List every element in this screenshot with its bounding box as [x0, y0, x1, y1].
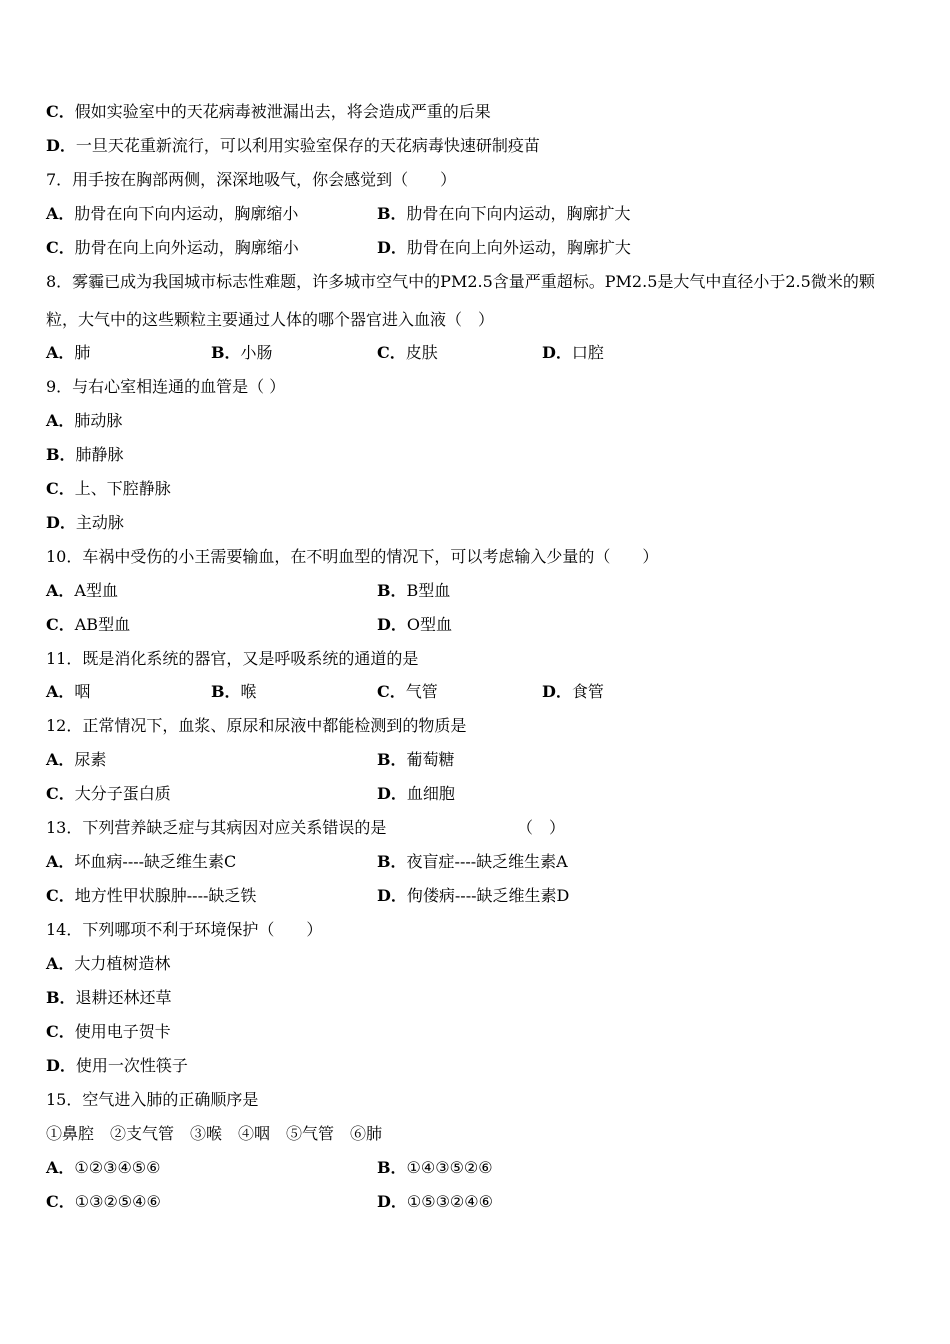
- q15-items: ①鼻腔 ②支气管 ③喉 ④咽 ⑤气管 ⑥肺: [46, 1124, 383, 1143]
- q13-option-c: C．地方性甲状腺肿----缺乏铁: [46, 886, 257, 905]
- q8-stem: 8．雾霾已成为我国城市标志性难题，许多城市空气中的PM2.5含量严重超标。PM2.5是大气中直径小于2.5微米的颗粒，大气中的这些颗粒主要通过人体的哪个器官进入血液（ ）: [46, 272, 875, 329]
- q15-option-c: C．①③②⑤④⑥: [46, 1192, 161, 1211]
- q6-option-c: C．假如实验室中的天花病毒被泄漏出去，将会造成严重的后果: [46, 102, 491, 121]
- q15-option-b: B．①④③⑤②⑥: [377, 1158, 493, 1177]
- q15-option-a: A．①②③④⑤⑥: [46, 1158, 161, 1177]
- q10-stem: 10．车祸中受伤的小王需要输血，在不明血型的情况下，可以考虑输入少量的（ ）: [46, 547, 659, 566]
- q9-option-c: C．上、下腔静脉: [46, 479, 171, 498]
- q10-option-c: C．AB型血: [46, 615, 131, 634]
- q9-option-b: B．肺静脉: [46, 445, 124, 464]
- q12-option-a: A．尿素: [46, 750, 107, 769]
- q9-stem: 9．与右心室相连通的血管是（ ）: [46, 377, 286, 396]
- q15-option-d: D．①⑤③②④⑥: [377, 1192, 493, 1211]
- q10-option-a: A．A型血: [46, 581, 118, 600]
- q12-option-d: D．血细胞: [377, 784, 455, 803]
- q14-option-c: C．使用电子贺卡: [46, 1022, 171, 1041]
- q12-stem: 12．正常情况下，血浆、原尿和尿液中都能检测到的物质是: [46, 716, 467, 735]
- q7-option-c: C．肋骨在向上向外运动，胸廓缩小: [46, 238, 299, 257]
- q9-option-d: D．主动脉: [46, 513, 124, 532]
- q13-stem: 13．下列营养缺乏症与其病因对应关系错误的是: [46, 818, 387, 837]
- q10-option-b: B．B型血: [377, 581, 451, 600]
- q7-stem: 7．用手按在胸部两侧，深深地吸气，你会感觉到（ ）: [46, 170, 457, 189]
- q6-option-d: D．一旦天花重新流行，可以利用实验室保存的天花病毒快速研制疫苗: [46, 136, 540, 155]
- q15-stem: 15．空气进入肺的正确顺序是: [46, 1090, 259, 1109]
- q8-option-c: C．皮肤: [377, 343, 438, 362]
- q13-answer-blank: （ ）: [517, 818, 566, 837]
- q7-option-a: A．肋骨在向下向内运动，胸廓缩小: [46, 204, 299, 223]
- q7-option-b: B．肋骨在向下向内运动，胸廓扩大: [377, 204, 631, 223]
- q11-stem: 11．既是消化系统的器官，又是呼吸系统的通道的是: [46, 649, 419, 668]
- q12-option-c: C．大分子蛋白质: [46, 784, 171, 803]
- q9-option-a: A．肺动脉: [46, 411, 123, 430]
- q14-option-a: A．大力植树造林: [46, 954, 171, 973]
- q8-option-b: B．小肠: [211, 343, 273, 362]
- q14-option-b: B．退耕还林还草: [46, 988, 172, 1007]
- q11-option-c: C．气管: [377, 682, 438, 701]
- q13-option-a: A．坏血病----缺乏维生素C: [46, 852, 237, 871]
- q13-option-b: B．夜盲症----缺乏维生素A: [377, 852, 568, 871]
- q8-option-a: A．肺: [46, 343, 91, 362]
- q11-option-b: B．喉: [211, 682, 257, 701]
- q11-option-d: D．食管: [542, 682, 604, 701]
- q14-option-d: D．使用一次性筷子: [46, 1056, 188, 1075]
- q14-stem: 14．下列哪项不利于环境保护（ ）: [46, 920, 323, 939]
- q12-option-b: B．葡萄糖: [377, 750, 455, 769]
- q11-option-a: A．咽: [46, 682, 91, 701]
- q10-option-d: D．O型血: [377, 615, 453, 634]
- q13-option-d: D．佝偻病----缺乏维生素D: [377, 886, 570, 905]
- q7-option-d: D．肋骨在向上向外运动，胸廓扩大: [377, 238, 631, 257]
- q8-option-d: D．口腔: [542, 343, 604, 362]
